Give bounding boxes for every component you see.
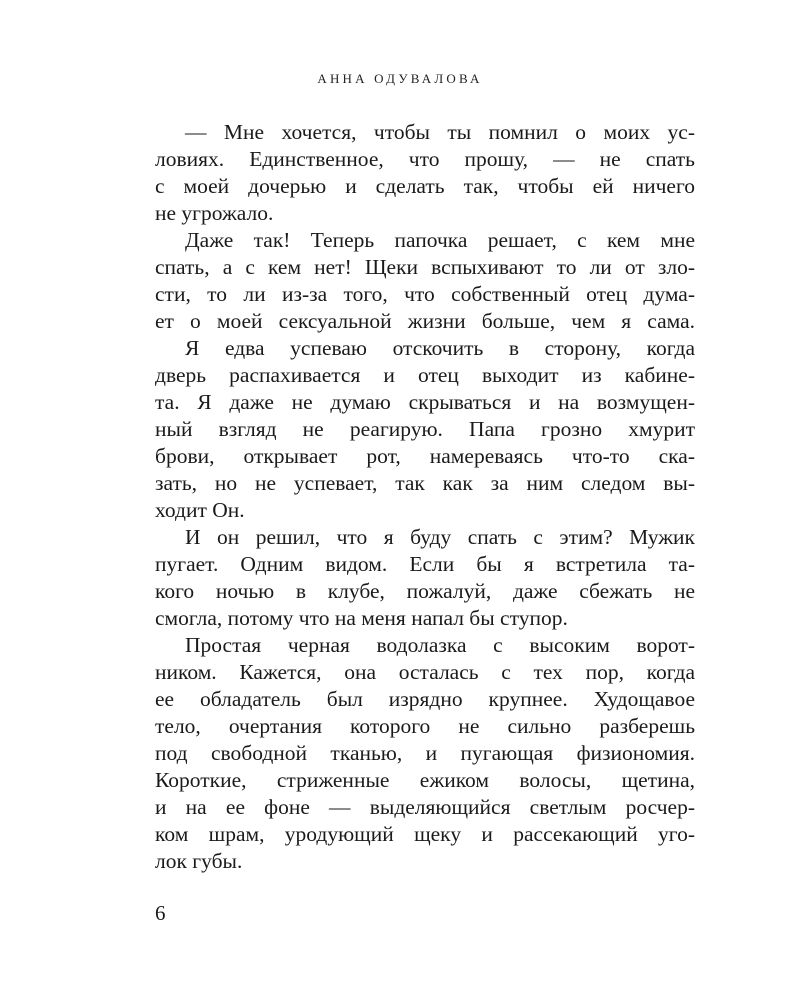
text-line: смогла, потому что на меня напал бы ступор.	[155, 606, 568, 630]
text-line: ком шрам, уродующий щеку и рассекающий уго-	[155, 822, 695, 846]
text-line: лок губы.	[155, 849, 243, 873]
text-line: брови, открывает рот, намереваясь что-то ска-	[155, 444, 695, 468]
text-line: ловиях. Единственное, что прошу, — не спать	[155, 147, 695, 171]
text-line: — Мне хочется, чтобы ты помнил о моих ус-	[185, 120, 695, 144]
text-line: с моей дочерью и сделать так, чтобы ей ничего	[155, 174, 695, 198]
text-line: кого ночью в клубе, пожалуй, даже сбежать не	[155, 579, 695, 603]
text-line: ный взгляд не реагирую. Папа грозно хмурит	[155, 417, 695, 441]
text-line: дверь распахивается и отец выходит из кабине-	[155, 363, 695, 387]
text-line: Короткие, стриженные ежиком волосы, щетина,	[155, 768, 695, 792]
text-line: ходит Он.	[155, 498, 245, 522]
text-line: и на ее фоне — выделяющийся светлым росчер-	[155, 795, 695, 819]
text-line: Даже так! Теперь папочка решает, с кем мне	[185, 228, 695, 252]
text-line: сти, то ли из-за того, что собственный отец дума-	[155, 282, 695, 306]
text-line: И он решил, что я буду спать с этим? Мужик	[185, 525, 695, 549]
text-line: под свободной тканью, и пугающая физиономия.	[155, 741, 695, 765]
page-number: 6	[155, 901, 166, 925]
text-line: зать, но не успевает, так как за ним следом вы-	[155, 471, 695, 495]
text-line: спать, а с кем нет! Щеки вспыхивают то ли от зло-	[155, 255, 695, 279]
text-line: пугает. Одним видом. Если бы я встретила та-	[155, 552, 695, 576]
text-line: та. Я даже не думаю скрываться и на возмущен-	[155, 390, 695, 414]
text-line: Я едва успеваю отскочить в сторону, когда	[185, 336, 695, 360]
text-line: ником. Кажется, она осталась с тех пор, когда	[155, 660, 695, 684]
text-line: ее обладатель был изрядно крупнее. Худощавое	[155, 687, 695, 711]
running-header: АННА ОДУВАЛОВА	[317, 71, 483, 86]
text-line: Простая черная водолазка с высоким ворот-	[185, 633, 695, 657]
text-line: не угрожало.	[155, 201, 274, 225]
text-line: тело, очертания которого не сильно разберешь	[155, 714, 695, 738]
text-line: ет о моей сексуальной жизни больше, чем я сама.	[155, 309, 695, 333]
